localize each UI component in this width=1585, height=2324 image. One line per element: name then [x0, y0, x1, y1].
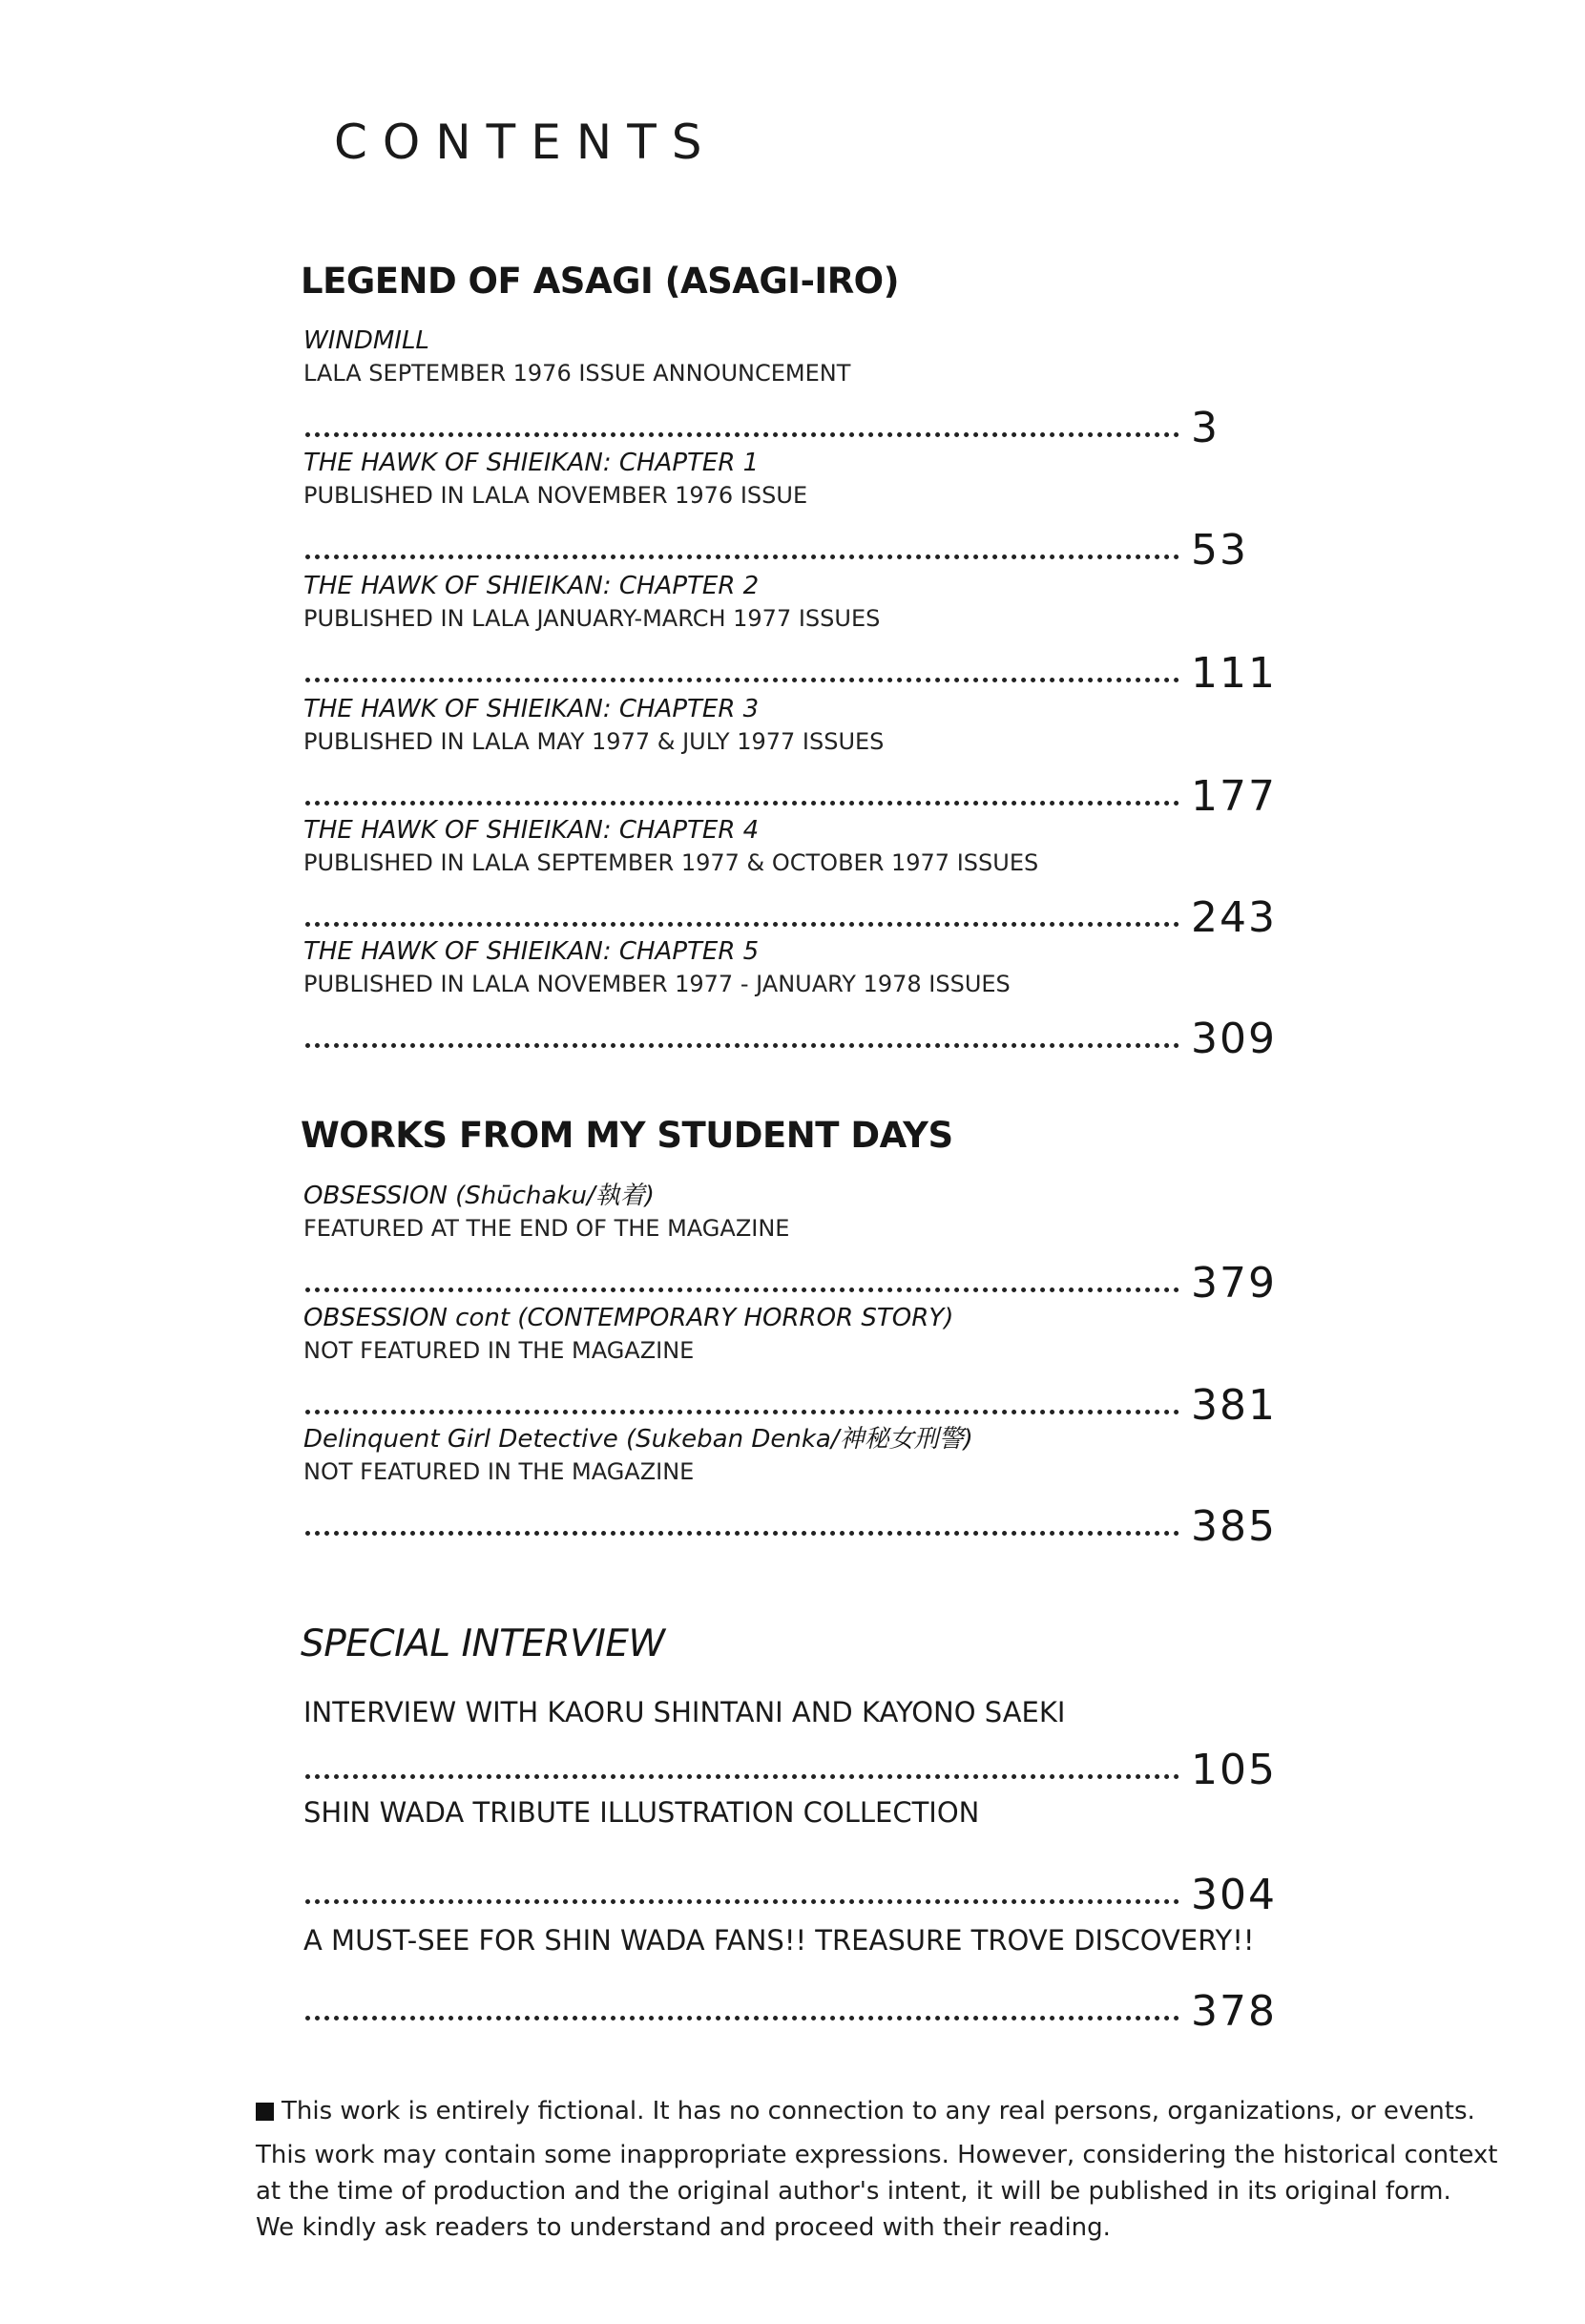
dot-leader: [305, 2016, 1179, 2020]
page-number: 243: [1191, 893, 1277, 942]
toc-entry-windmill[interactable]: [303, 325, 1296, 452]
page-number: 177: [1191, 772, 1277, 821]
entry-subtitle: NOT FEATURED IN THE MAGAZINE: [303, 1337, 695, 1364]
toc-entry-chapter-5[interactable]: [303, 935, 1296, 1063]
square-bullet-icon: [256, 2103, 274, 2121]
entry-subtitle: PUBLISHED IN LALA JANUARY-MARCH 1977 ISSUES: [303, 605, 881, 632]
entry-title: THE HAWK OF SHIEIKAN: CHAPTER 1: [303, 449, 760, 477]
entry-subtitle: PUBLISHED IN LALA NOVEMBER 1976 ISSUE: [303, 482, 808, 509]
entry-title: OBSESSION (Shūchaku/執着): [303, 1182, 655, 1210]
toc-entry-chapter-1[interactable]: [303, 447, 1296, 575]
entry-subtitle: NOT FEATURED IN THE MAGAZINE: [303, 1458, 695, 1485]
entry-title: THE HAWK OF SHIEIKAN: CHAPTER 3: [303, 695, 760, 723]
entry-subtitle: PUBLISHED IN LALA MAY 1977 & JULY 1977 ISSUES: [303, 728, 885, 755]
page-number: 385: [1191, 1502, 1277, 1551]
dot-leader: [305, 801, 1179, 806]
page-number: 304: [1191, 1871, 1277, 1919]
entry-title: THE HAWK OF SHIEIKAN: CHAPTER 2: [303, 572, 760, 600]
toc-entry-chapter-3[interactable]: [303, 693, 1296, 821]
page-number: 379: [1191, 1259, 1277, 1308]
entry-title: A MUST-SEE FOR SHIN WADA FANS!! TREASURE TROVE DISCOVERY!!: [303, 1924, 1255, 1957]
page-number: 105: [1191, 1746, 1277, 1794]
entry-title: SHIN WADA TRIBUTE ILLUSTRATION COLLECTION: [303, 1796, 980, 1829]
entry-title: OBSESSION cont (CONTEMPORARY HORROR STORY): [303, 1304, 954, 1332]
dot-leader: [305, 1774, 1179, 1779]
dot-leader: [305, 1531, 1179, 1536]
entry-subtitle: PUBLISHED IN LALA SEPTEMBER 1977 & OCTOBER 1977 ISSUES: [303, 849, 1039, 876]
section-heading-student-days: WORKS FROM MY STUDENT DAYS: [301, 1115, 953, 1156]
dot-leader: [305, 1410, 1179, 1414]
page-title: CONTENTS: [334, 115, 718, 170]
page-number: 309: [1191, 1015, 1277, 1063]
entry-title: WINDMILL: [303, 326, 429, 355]
dot-leader: [305, 1043, 1179, 1048]
toc-entry-chapter-4[interactable]: [303, 814, 1296, 942]
toc-entry-interview[interactable]: [303, 1693, 1296, 1794]
page-number: 378: [1191, 1987, 1277, 2036]
toc-entry-tribute-illustrations[interactable]: [303, 1793, 1296, 1919]
entry-title: THE HAWK OF SHIEIKAN: CHAPTER 4: [303, 816, 760, 845]
entry-title: INTERVIEW WITH KAORU SHINTANI AND KAYONO SAEKI: [303, 1696, 1066, 1728]
page-number: 111: [1191, 649, 1277, 698]
toc-entry-obsession-cont[interactable]: [303, 1302, 1296, 1430]
toc-entry-obsession[interactable]: [303, 1180, 1296, 1308]
dot-leader: [305, 922, 1179, 927]
entry-subtitle: FEATURED AT THE END OF THE MAGAZINE: [303, 1215, 790, 1242]
page-number: 3: [1191, 404, 1220, 452]
section-heading-legend-of-asagi: LEGEND OF ASAGI (ASAGI-IRO): [301, 261, 900, 302]
section-heading-special-interview: SPECIAL INTERVIEW: [301, 1623, 665, 1665]
note-line: at the time of production and the original author's intent, it will be published in its original form.: [256, 2177, 1451, 2206]
disclaimer-text: This work is entirely fictional. It has no connection to any real persons, organizations, or events.: [282, 2097, 1475, 2125]
dot-leader: [305, 678, 1179, 682]
dot-leader: [305, 1899, 1179, 1904]
entry-subtitle: LALA SEPTEMBER 1976 ISSUE ANNOUNCEMENT: [303, 360, 851, 387]
note-line: This work may contain some inappropriate expressions. However, considering the historical context: [256, 2141, 1498, 2169]
page-number: 381: [1191, 1381, 1277, 1430]
dot-leader: [305, 555, 1179, 559]
notes-block: [256, 2093, 1496, 2246]
note-line: We kindly ask readers to understand and proceed with their reading.: [256, 2213, 1111, 2242]
dot-leader: [305, 432, 1179, 437]
entry-subtitle: PUBLISHED IN LALA NOVEMBER 1977 - JANUARY 1978 ISSUES: [303, 971, 1011, 997]
toc-entry-chapter-2[interactable]: [303, 570, 1296, 698]
dot-leader: [305, 1288, 1179, 1292]
toc-entry-treasure-trove[interactable]: [303, 1921, 1296, 2036]
entry-title: THE HAWK OF SHIEIKAN: CHAPTER 5: [303, 937, 760, 966]
entry-title: Delinquent Girl Detective (Sukeban Denka/神秘女刑警): [303, 1425, 973, 1454]
page-number: 53: [1191, 526, 1248, 575]
toc-entry-delinquent-girl-detective[interactable]: [303, 1423, 1296, 1551]
